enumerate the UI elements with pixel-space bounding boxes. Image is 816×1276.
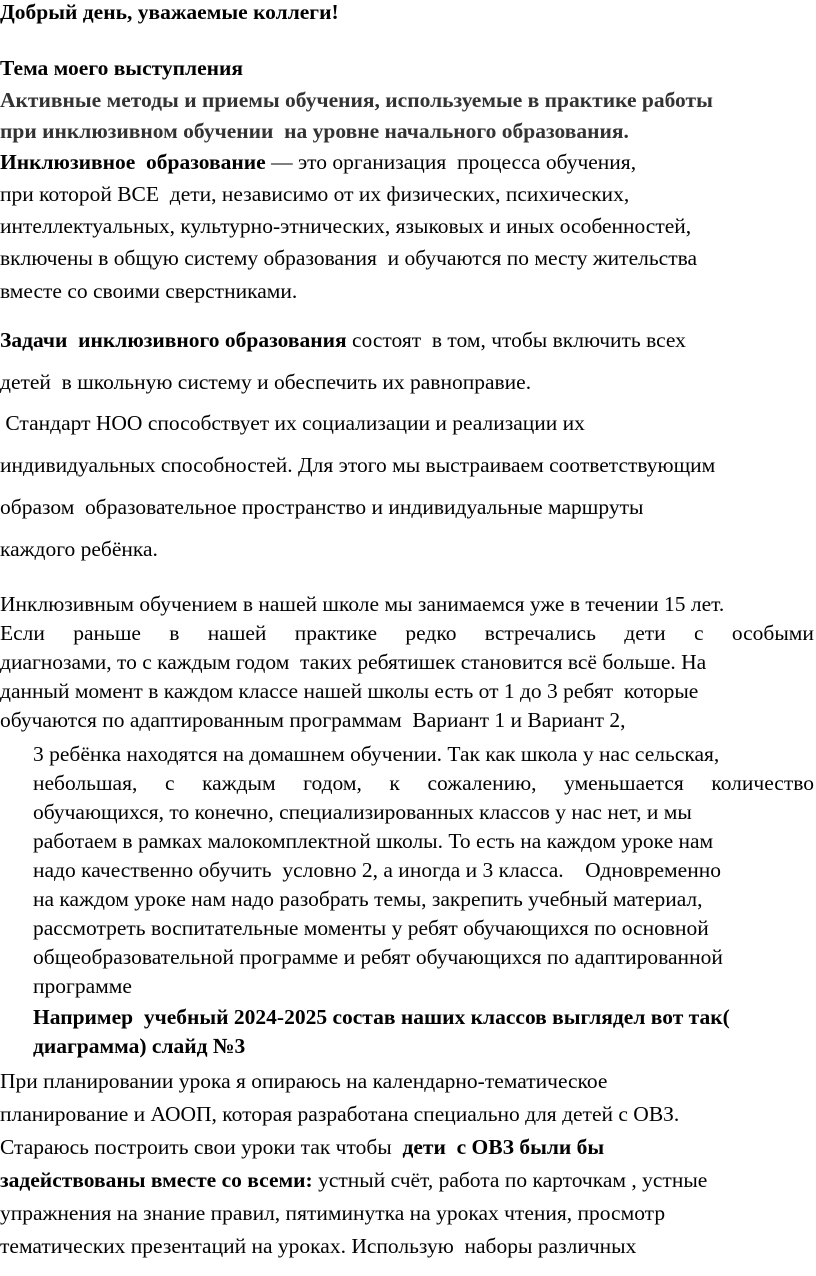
planning-line-4-bold: задействованы вместе со всеми:: [0, 1168, 313, 1192]
tasks-line-2: детей в школьную систему и обеспечить их равноправие.: [0, 370, 532, 394]
word: Если: [0, 621, 45, 645]
word: редко: [405, 621, 457, 645]
planning-line-4-text: устный счёт, работа по карточкам , устные: [312, 1168, 708, 1192]
standard-line-1: Стандарт НОО способствует их социализации и реализации их: [0, 411, 585, 435]
word: сожалению,: [427, 771, 537, 795]
example-line-1: Например учебный 2024-2025 состав наших классов выглядел вот так(: [33, 1005, 730, 1029]
planning-line-3-bold: дети с ОВЗ были бы: [397, 1135, 605, 1159]
word: с: [164, 771, 175, 795]
word: встречались: [484, 621, 596, 645]
inclusive-line-1: Инклюзивным обучением в нашей школе мы занимаемся уже в течении 15 лет.: [0, 592, 725, 616]
topic-title-line-2: при инклюзивном обучении на уровне начального образования.: [0, 119, 629, 143]
definition-term: Инклюзивное образование: [0, 150, 266, 174]
home-line-5: надо качественно обучить условно 2, а иногда и 3 класса. Одновременно: [33, 858, 721, 882]
word: уменьшается: [564, 771, 684, 795]
planning-line-1: При планировании урока я опираюсь на календарно-тематическое: [0, 1069, 608, 1093]
topic-title-line-1: Активные методы и приемы обучения, используемые в практике работы: [0, 88, 713, 112]
planning-line-2: планирование и АООП, которая разработана специально для детей с ОВЗ.: [0, 1102, 680, 1126]
inclusive-line-5: обучаются по адаптированным программам Вариант 1 и Вариант 2,: [0, 708, 626, 732]
home-line-6: на каждом уроке нам надо разобрать темы, закрепить учебный материал,: [33, 887, 703, 911]
word: каждым: [202, 771, 276, 795]
definition-line-4: включены в общую систему образования и обучаются по месту жительства: [0, 246, 698, 270]
word: практике: [294, 621, 378, 645]
word: к: [389, 771, 400, 795]
word: количество: [711, 771, 814, 795]
home-line-1: 3 ребёнка находятся на домашнем обучении. Так как школа у нас сельская,: [33, 742, 720, 766]
tasks-line-1: [0, 330, 686, 352]
word: нашей: [207, 621, 267, 645]
word: раньше: [73, 621, 141, 645]
word: в: [169, 621, 180, 645]
greeting-heading: Добрый день, уважаемые коллеги!: [0, 0, 339, 24]
home-line-9: программе: [33, 974, 132, 998]
home-line-2: [33, 773, 814, 795]
word: дети: [624, 621, 666, 645]
planning-line-6: тематических презентаций на уроках. Использую наборы различных: [0, 1234, 637, 1258]
inclusive-line-4: данный момент в каждом классе нашей школы есть от 1 до 3 ребят которые: [0, 679, 699, 703]
word: небольшая,: [33, 771, 138, 795]
definition-line-3: интеллектуальных, культурно-этнических, языковых и иных особенностей,: [0, 214, 692, 238]
standard-line-4: каждого ребёнка.: [0, 537, 158, 561]
example-line-2: диаграмма) слайд №3: [33, 1034, 246, 1058]
home-line-7: рассмотреть воспитательные моменты у ребят обучающихся по основной: [33, 916, 709, 940]
topic-label: Тема моего выступления: [0, 56, 244, 80]
planning-line-3: [0, 1137, 604, 1159]
word: с: [693, 621, 704, 645]
standard-line-2: индивидуальных способностей. Для этого мы выстраиваем соответствующим: [0, 453, 716, 477]
inclusive-line-2: [0, 623, 814, 645]
definition-line-2: при которой ВСЕ дети, независимо от их физических, психических,: [0, 182, 630, 206]
inclusive-line-3: диагнозами, то с каждым годом таких ребятишек становится всё больше. На: [0, 650, 707, 674]
home-line-4: работаем в рамках малокомплектной школы. То есть на каждом уроке нам: [33, 829, 714, 853]
word: годом,: [303, 771, 362, 795]
tasks-rest: состоят в том, чтобы включить всех: [346, 328, 686, 352]
home-line-3: обучающихся, то конечно, специализированных классов у нас нет, и мы: [33, 800, 692, 824]
planning-line-5: упражнения на знание правил, пятиминутка на уроках чтения, просмотр: [0, 1201, 666, 1225]
definition-line-5: вместе со своими сверстниками.: [0, 279, 298, 303]
definition-rest: — это организация процесса обучения,: [265, 150, 637, 174]
planning-line-4: [0, 1170, 707, 1192]
definition-line-1: [0, 152, 636, 174]
standard-line-3: образом образовательное пространство и индивидуальные маршруты: [0, 495, 644, 519]
tasks-term: Задачи инклюзивного образования: [0, 328, 347, 352]
word: особыми: [731, 621, 814, 645]
home-line-8: общеобразовательной программе и ребят обучающихся по адаптированной: [33, 945, 723, 969]
planning-line-3-text: Стараюсь построить свои уроки так чтобы: [0, 1135, 398, 1159]
